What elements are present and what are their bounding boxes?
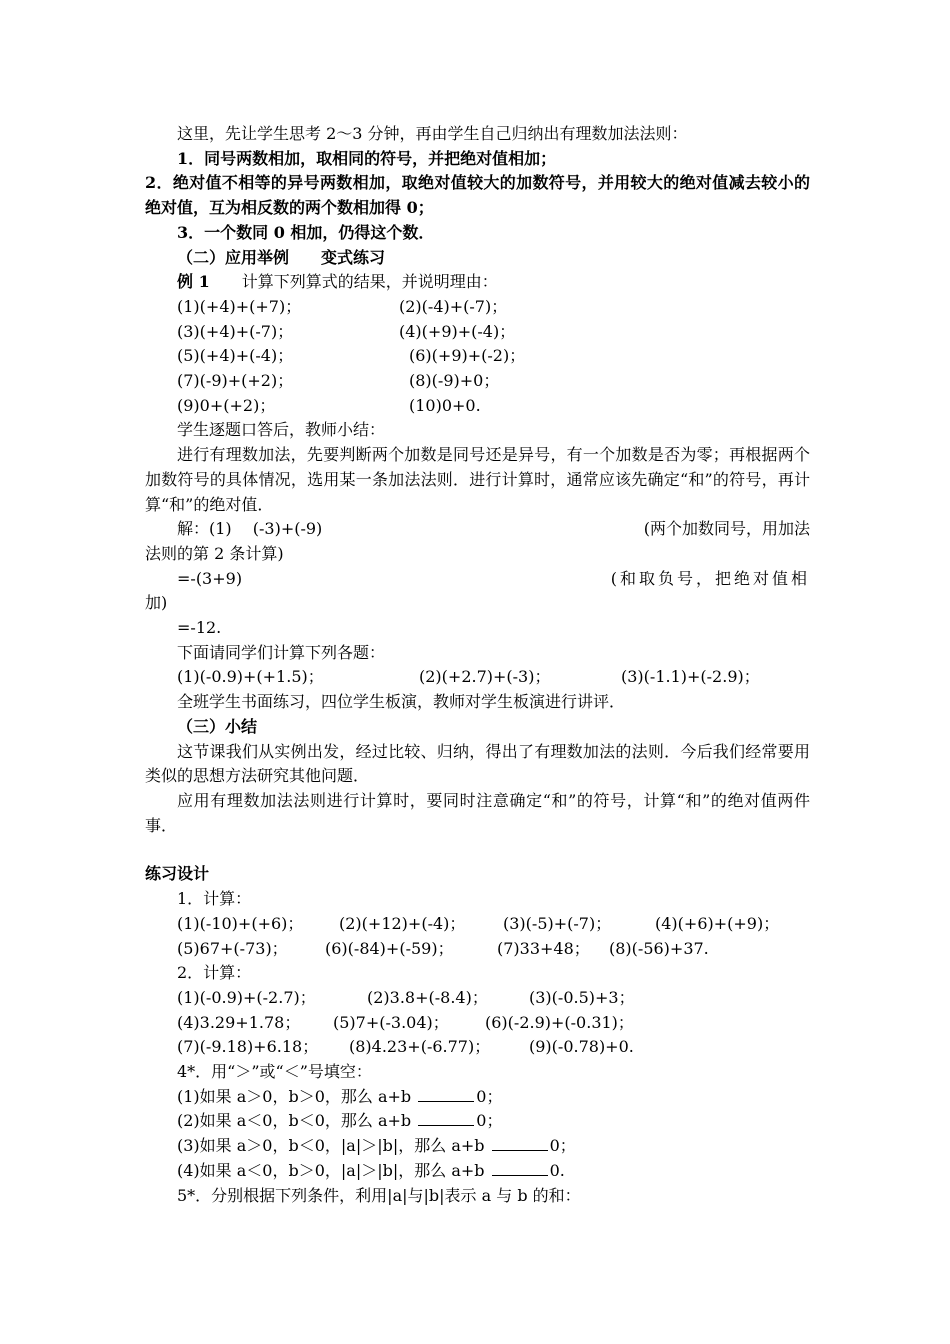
example-item: (6)(+9)+(-2)； xyxy=(409,346,526,366)
q4-tail: 0； xyxy=(476,1086,503,1106)
question-4: 4*．用“＞”或“＜”号填空： xyxy=(177,1062,372,1082)
example-item: (4)(+9)+(-4)； xyxy=(399,321,516,341)
answer-blank[interactable] xyxy=(492,1161,548,1176)
solution-expression: =-(3+9) xyxy=(177,568,243,588)
example-row xyxy=(145,295,810,320)
practice-item: (2)(+2.7)+(-3)； xyxy=(419,667,551,687)
answer-blank[interactable] xyxy=(492,1136,548,1151)
answer-blank[interactable] xyxy=(418,1087,474,1102)
section-heading-3: （三）小结 xyxy=(177,716,258,736)
conclusion-paragraph-2: 应用有理数加法法则进行计算时，要同时注意确定“和”的符号，计算“和”的绝对值两件事． xyxy=(145,790,810,835)
q1-row xyxy=(145,912,810,937)
question-5: 5*．分别根据下列条件，利用|a|与|b|表示 a 与 b 的和： xyxy=(177,1185,581,1205)
q2-row xyxy=(145,1011,810,1036)
example-item: (1)(+4)+(+7)； xyxy=(177,296,302,316)
solution-line-2 xyxy=(145,567,810,592)
practice-prompt: 下面请同学们计算下列各题： xyxy=(177,642,386,662)
rule-3: 3．一个数同 0 相加，仍得这个数． xyxy=(177,222,435,242)
solution-expression: 解：(1) (-3)+(-9) xyxy=(177,519,323,539)
exercise-title: 练习设计 xyxy=(145,864,210,884)
q1-item: (8)(-56)+37. xyxy=(609,938,709,958)
q4-condition: (1)如果 a＞0，b＞0，那么 a+b xyxy=(177,1086,412,1106)
q1-item: (2)(+12)+(-4)； xyxy=(339,913,466,933)
example-row xyxy=(145,394,810,419)
q2-item: (1)(-0.9)+(-2.7)； xyxy=(177,987,316,1007)
q2-item: (6)(-2.9)+(-0.31)； xyxy=(485,1012,634,1032)
q2-row xyxy=(145,986,810,1011)
practice-row xyxy=(145,665,810,690)
example-item: (3)(+4)+(-7)； xyxy=(177,321,294,341)
q4-item xyxy=(145,1085,810,1110)
solution-note: (和取负号，把绝对值相 xyxy=(610,568,810,588)
conclusion-paragraph-1: 这节课我们从实例出发，经过比较、归纳，得出了有理数加法的法则．今后我们经常要用类似的思想方法研究其他问题． xyxy=(145,741,810,786)
example-item: (2)(-4)+(-7)； xyxy=(399,296,508,316)
q1-item: (1)(-10)+(+6)； xyxy=(177,913,304,933)
practice-item: (3)(-1.1)+(-2.9)； xyxy=(621,667,760,687)
q4-tail: 0； xyxy=(476,1111,503,1131)
q1-row xyxy=(145,937,810,962)
solution-result: =-12. xyxy=(177,618,222,638)
solution-note: (两个加数同号，用加法 xyxy=(643,519,810,539)
q2-row xyxy=(145,1035,810,1060)
board-practice-line: 全班学生书面练习，四位学生板演，教师对学生板演进行讲评． xyxy=(177,692,626,712)
q1-item: (4)(+6)+(+9)； xyxy=(655,913,780,933)
solution-note-continued: 法则的第 2 条计算) xyxy=(145,543,284,563)
document-body xyxy=(145,122,810,1208)
q2-item: (4)3.29+1.78； xyxy=(177,1012,301,1032)
q2-item: (9)(-0.78)+0. xyxy=(529,1037,634,1057)
example-row xyxy=(145,320,810,345)
example-items xyxy=(145,295,810,419)
rule-1: 1．同号两数相加，取相同的符号，并把绝对值相加； xyxy=(177,148,557,168)
teacher-summary: 进行有理数加法，先要判断两个加数是同号还是异号，有一个加数是否为零；再根据两个加数符号的具体情况，选用某一条加法法则．进行计算时，通常应该先确定“和”的符号，再计算“和”的绝对值． xyxy=(145,445,810,514)
example-1-text: 计算下列算式的结果，并说明理由： xyxy=(241,272,498,292)
question-1: 1．计算： xyxy=(177,889,252,909)
q1-item: (3)(-5)+(-7)； xyxy=(503,913,612,933)
example-row xyxy=(145,344,810,369)
q2-item: (7)(-9.18)+6.18； xyxy=(177,1037,319,1057)
example-item: (5)(+4)+(-4)； xyxy=(177,346,294,366)
example-row xyxy=(145,369,810,394)
q4-condition: (3)如果 a＞0，b＜0，|a|＞|b|，那么 a+b xyxy=(177,1136,485,1156)
q4-item xyxy=(145,1109,810,1134)
example-item: (7)(-9)+(+2)； xyxy=(177,371,294,391)
example-item: (8)(-9)+0； xyxy=(409,371,500,391)
q2-item: (8)4.23+(-6.77)； xyxy=(349,1037,491,1057)
rule-2: 2．绝对值不相等的异号两数相加，取绝对值较大的加数符号，并用较大的绝对值减去较小的绝对值，互为相反数的两个数相加得 0； xyxy=(145,173,810,218)
practice-item: (1)(-0.9)+(+1.5)； xyxy=(177,667,324,687)
q4-item xyxy=(145,1159,810,1184)
answer-blank[interactable] xyxy=(418,1111,474,1126)
q4-tail: 0. xyxy=(549,1160,565,1180)
example-1-label: 例 1 xyxy=(177,272,210,292)
q4-item xyxy=(145,1134,810,1159)
q4-condition: (2)如果 a＜0，b＜0，那么 a+b xyxy=(177,1111,412,1131)
q4-tail: 0； xyxy=(549,1136,576,1156)
q1-item: (5)67+(-73)； xyxy=(177,938,288,958)
q1-item: (6)(-84)+(-59)； xyxy=(325,938,454,958)
example-item: (9)0+(+2)； xyxy=(177,395,276,415)
spacer xyxy=(145,838,810,862)
q2-item: (3)(-0.5)+3； xyxy=(529,987,635,1007)
example-item: (10)0+0. xyxy=(409,395,481,415)
q1-item: (7)33+48； xyxy=(497,938,590,958)
question-2: 2．计算： xyxy=(177,963,252,983)
intro-line: 这里，先让学生思考 2～3 分钟，再由学生自己归纳出有理数加法法则： xyxy=(177,124,688,143)
section-heading-2: （二）应用举例 变式练习 xyxy=(177,247,386,267)
example-1-heading xyxy=(145,270,810,295)
q4-condition: (4)如果 a＜0，b＞0，|a|＞|b|，那么 a+b xyxy=(177,1160,485,1180)
after-example-line: 学生逐题口答后，教师小结： xyxy=(177,420,386,440)
q2-item: (2)3.8+(-8.4)； xyxy=(367,987,488,1007)
q2-item: (5)7+(-3.04)； xyxy=(333,1012,449,1032)
solution-line-1 xyxy=(145,517,810,542)
solution-note-continued: 加) xyxy=(145,593,168,613)
